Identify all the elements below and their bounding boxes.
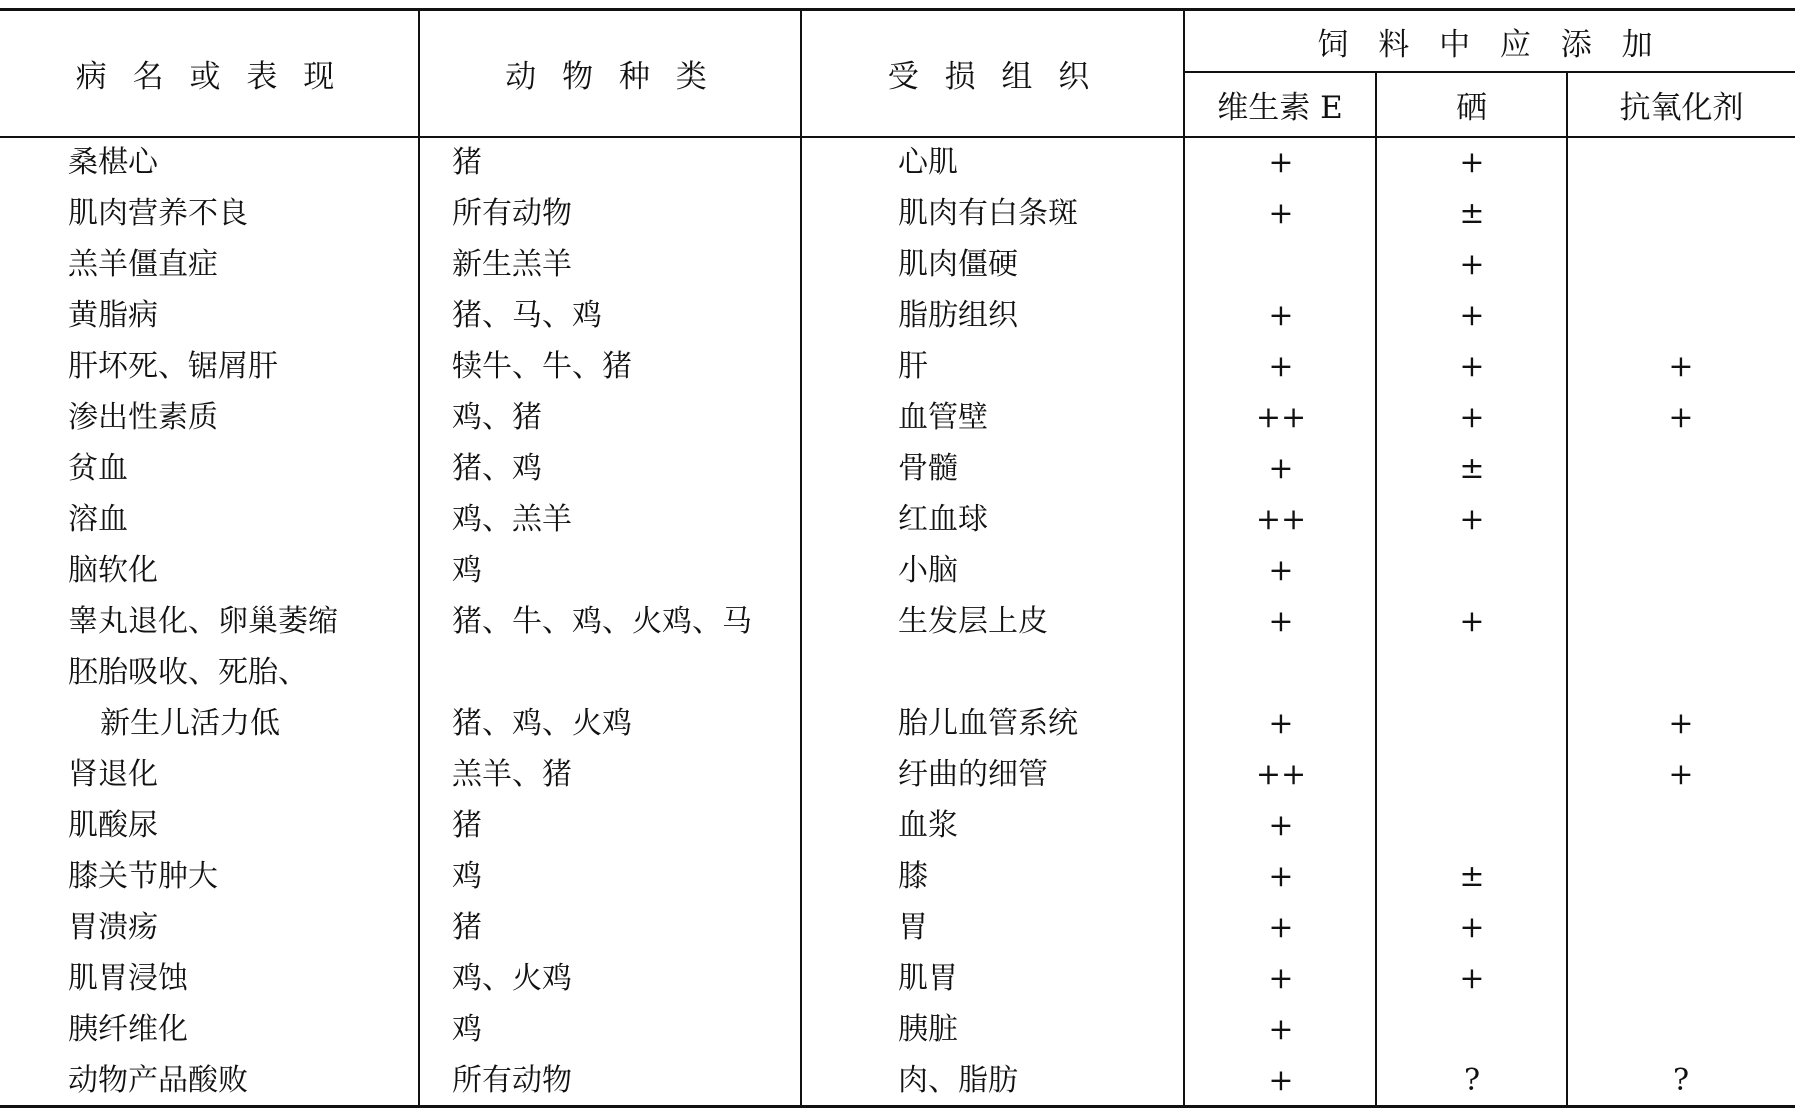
header-tissue: 受 损 组 织 [887,59,1098,95]
antioxidant-cell: + [1668,349,1694,384]
vitamin-e-cell: + [1268,961,1294,996]
table-row [0,291,1795,341]
tissue-cell: 脂肪组织 [898,298,1018,333]
selenium-cell: ± [1459,196,1485,231]
selenium-cell [1377,699,1567,749]
tissue-cell: 纡曲的细管 [898,757,1048,792]
antioxidant-cell [1568,546,1794,596]
disease-cell: 黄脂病 [68,298,158,333]
vitamin-e-cell: + [1268,145,1294,180]
vitamin-e-cell: + [1268,604,1294,639]
antioxidant-cell [1568,801,1794,851]
species-cell: 鸡 [452,1012,482,1047]
antioxidant-cell [1568,138,1794,188]
selenium-cell: ± [1459,451,1485,486]
disease-cell: 睾丸退化、卵巢萎缩 [68,604,338,639]
header-selenium: 硒 [1456,90,1487,126]
species-cell: 猪、鸡 [452,451,542,486]
selenium-cell: + [1459,298,1485,333]
species-cell: 所有动物 [452,196,572,231]
disease-cell: 溶血 [68,502,128,537]
selenium-cell [1377,801,1567,851]
disease-cell: 肾退化 [68,757,158,792]
vitamin-e-cell [1186,240,1376,290]
antioxidant-cell: + [1668,400,1694,435]
disease-cell: 肝坏死、锯屑肝 [68,349,278,384]
selenium-cell: ± [1459,859,1485,894]
antioxidant-cell: + [1668,706,1694,741]
selenium-cell [1377,546,1567,596]
table-row [0,1005,1795,1055]
antioxidant-cell [1568,240,1794,290]
table-row [0,495,1795,545]
tissue-cell: 小脑 [898,553,958,588]
species-cell: 鸡、羔羊 [452,502,572,537]
selenium-cell: + [1459,910,1485,945]
header-disease: 病 名 或 表 现 [75,59,343,95]
selenium-cell [1377,648,1567,698]
selenium-cell [1377,1005,1567,1055]
table-row [0,240,1795,290]
antioxidant-cell [1568,291,1794,341]
disease-cell: 肌肉营养不良 [68,196,248,231]
table-row [0,699,1795,749]
antioxidant-cell [1568,852,1794,902]
tissue-cell: 膝 [898,859,928,894]
tissue-cell: 生发层上皮 [898,604,1048,639]
tissue-cell: 胎儿血管系统 [898,706,1078,741]
species-cell: 猪 [452,808,482,843]
tissue-cell: 骨髓 [898,451,958,486]
disease-cell: 肌酸尿 [68,808,158,843]
antioxidant-cell [1568,954,1794,1004]
disease-cell: 胃溃疡 [68,910,158,945]
tissue-cell: 血管壁 [898,400,988,435]
vitamin-e-cell: + [1268,808,1294,843]
species-cell: 猪、牛、鸡、火鸡、马 [452,604,752,639]
disease-cell: 脑软化 [68,553,158,588]
tissue-cell: 胰脏 [898,1012,958,1047]
vitamin-e-cell: + [1268,910,1294,945]
table-row [0,597,1795,647]
tissue-cell: 肝 [898,349,928,384]
table-row [0,1056,1795,1106]
table-row [0,903,1795,953]
species-cell: 所有动物 [452,1063,572,1098]
selenium-cell [1377,750,1567,800]
disease-cell: 膝关节肿大 [68,859,218,894]
table-row [0,444,1795,494]
tissue-cell: 胃 [898,910,928,945]
disease-cell: 桑椹心 [68,145,158,180]
disease-cell: 羔羊僵直症 [68,247,218,282]
disease-cell: 肌胃浸蚀 [68,961,188,996]
vitamin-e-cell: + [1268,349,1294,384]
tissue-cell: 心肌 [898,145,958,180]
species-cell: 鸡 [452,859,482,894]
vitamin-e-cell [1186,648,1376,698]
vitamin-e-cell: + [1268,706,1294,741]
antioxidant-cell [1568,597,1794,647]
antioxidant-cell [1568,648,1794,698]
disease-cell: 贫血 [68,451,128,486]
selenium-cell: + [1459,247,1485,282]
selenium-cell: + [1459,502,1485,537]
species-cell: 犊牛、牛、猪 [452,349,632,384]
tissue-cell: 肌肉僵硬 [898,247,1018,282]
tissue-cell: 肌胃 [898,961,958,996]
species-cell: 猪、鸡、火鸡 [452,706,632,741]
selenium-cell: + [1459,961,1485,996]
table-row [0,750,1795,800]
table-row [0,138,1795,188]
selenium-cell: + [1459,145,1485,180]
disease-cell: 胚胎吸收、死胎、 [68,655,308,690]
table-row [0,648,1795,698]
table-row [0,954,1795,1004]
table-row [0,189,1795,239]
disease-cell: 胰纤维化 [68,1012,188,1047]
selenium-cell: + [1459,400,1485,435]
species-cell: 猪 [452,910,482,945]
vitamin-e-cell: + [1268,553,1294,588]
antioxidant-cell: + [1668,757,1694,792]
vitamin-e-cell: + [1268,298,1294,333]
vitamin-e-cell: + [1268,859,1294,894]
vitamin-e-cell: + [1268,451,1294,486]
species-cell: 鸡 [452,553,482,588]
disease-cell: 新生儿活力低 [100,706,280,741]
antioxidant-cell [1568,189,1794,239]
species-cell: 猪、马、鸡 [452,298,602,333]
species-cell: 猪 [452,145,482,180]
antioxidant-cell [1568,903,1794,953]
vitamin-e-cell: ++ [1255,757,1307,792]
species-cell: 鸡、猪 [452,400,542,435]
tissue-cell: 肉、脂肪 [898,1063,1018,1098]
vitamin-e-cell: + [1268,1063,1294,1098]
species-cell: 新生羔羊 [452,247,572,282]
table-row [0,546,1795,596]
antioxidant-cell [1568,1005,1794,1055]
header-vitamin-e: 维生素 E [1217,90,1343,126]
disease-cell: 渗出性素质 [68,400,218,435]
tissue-cell: 肌肉有白条斑 [898,196,1078,231]
species-cell: 鸡、火鸡 [452,961,572,996]
tissue-cell: 红血球 [898,502,988,537]
table-row [0,852,1795,902]
antioxidant-cell: ? [1672,1063,1690,1098]
species-cell: 羔羊、猪 [452,757,572,792]
header-antioxidant: 抗氧化剂 [1619,90,1744,126]
header-species: 动 物 种 类 [505,59,715,95]
antioxidant-cell [1568,444,1794,494]
table-row [0,342,1795,392]
selenium-cell: ? [1463,1063,1481,1098]
vitamin-e-cell: + [1268,1012,1294,1047]
table-row [0,393,1795,443]
vitamin-e-cell: ++ [1255,502,1307,537]
table-row [0,801,1795,851]
header-feed-additive-group: 饲 料 中 应 添 加 [1317,26,1663,63]
selenium-cell: + [1459,604,1485,639]
antioxidant-cell [1568,495,1794,545]
vitamin-e-cell: + [1268,196,1294,231]
disease-cell: 动物产品酸败 [68,1063,248,1098]
tissue-cell: 血浆 [898,808,958,843]
selenium-cell: + [1459,349,1485,384]
vitamin-e-cell: ++ [1255,400,1307,435]
